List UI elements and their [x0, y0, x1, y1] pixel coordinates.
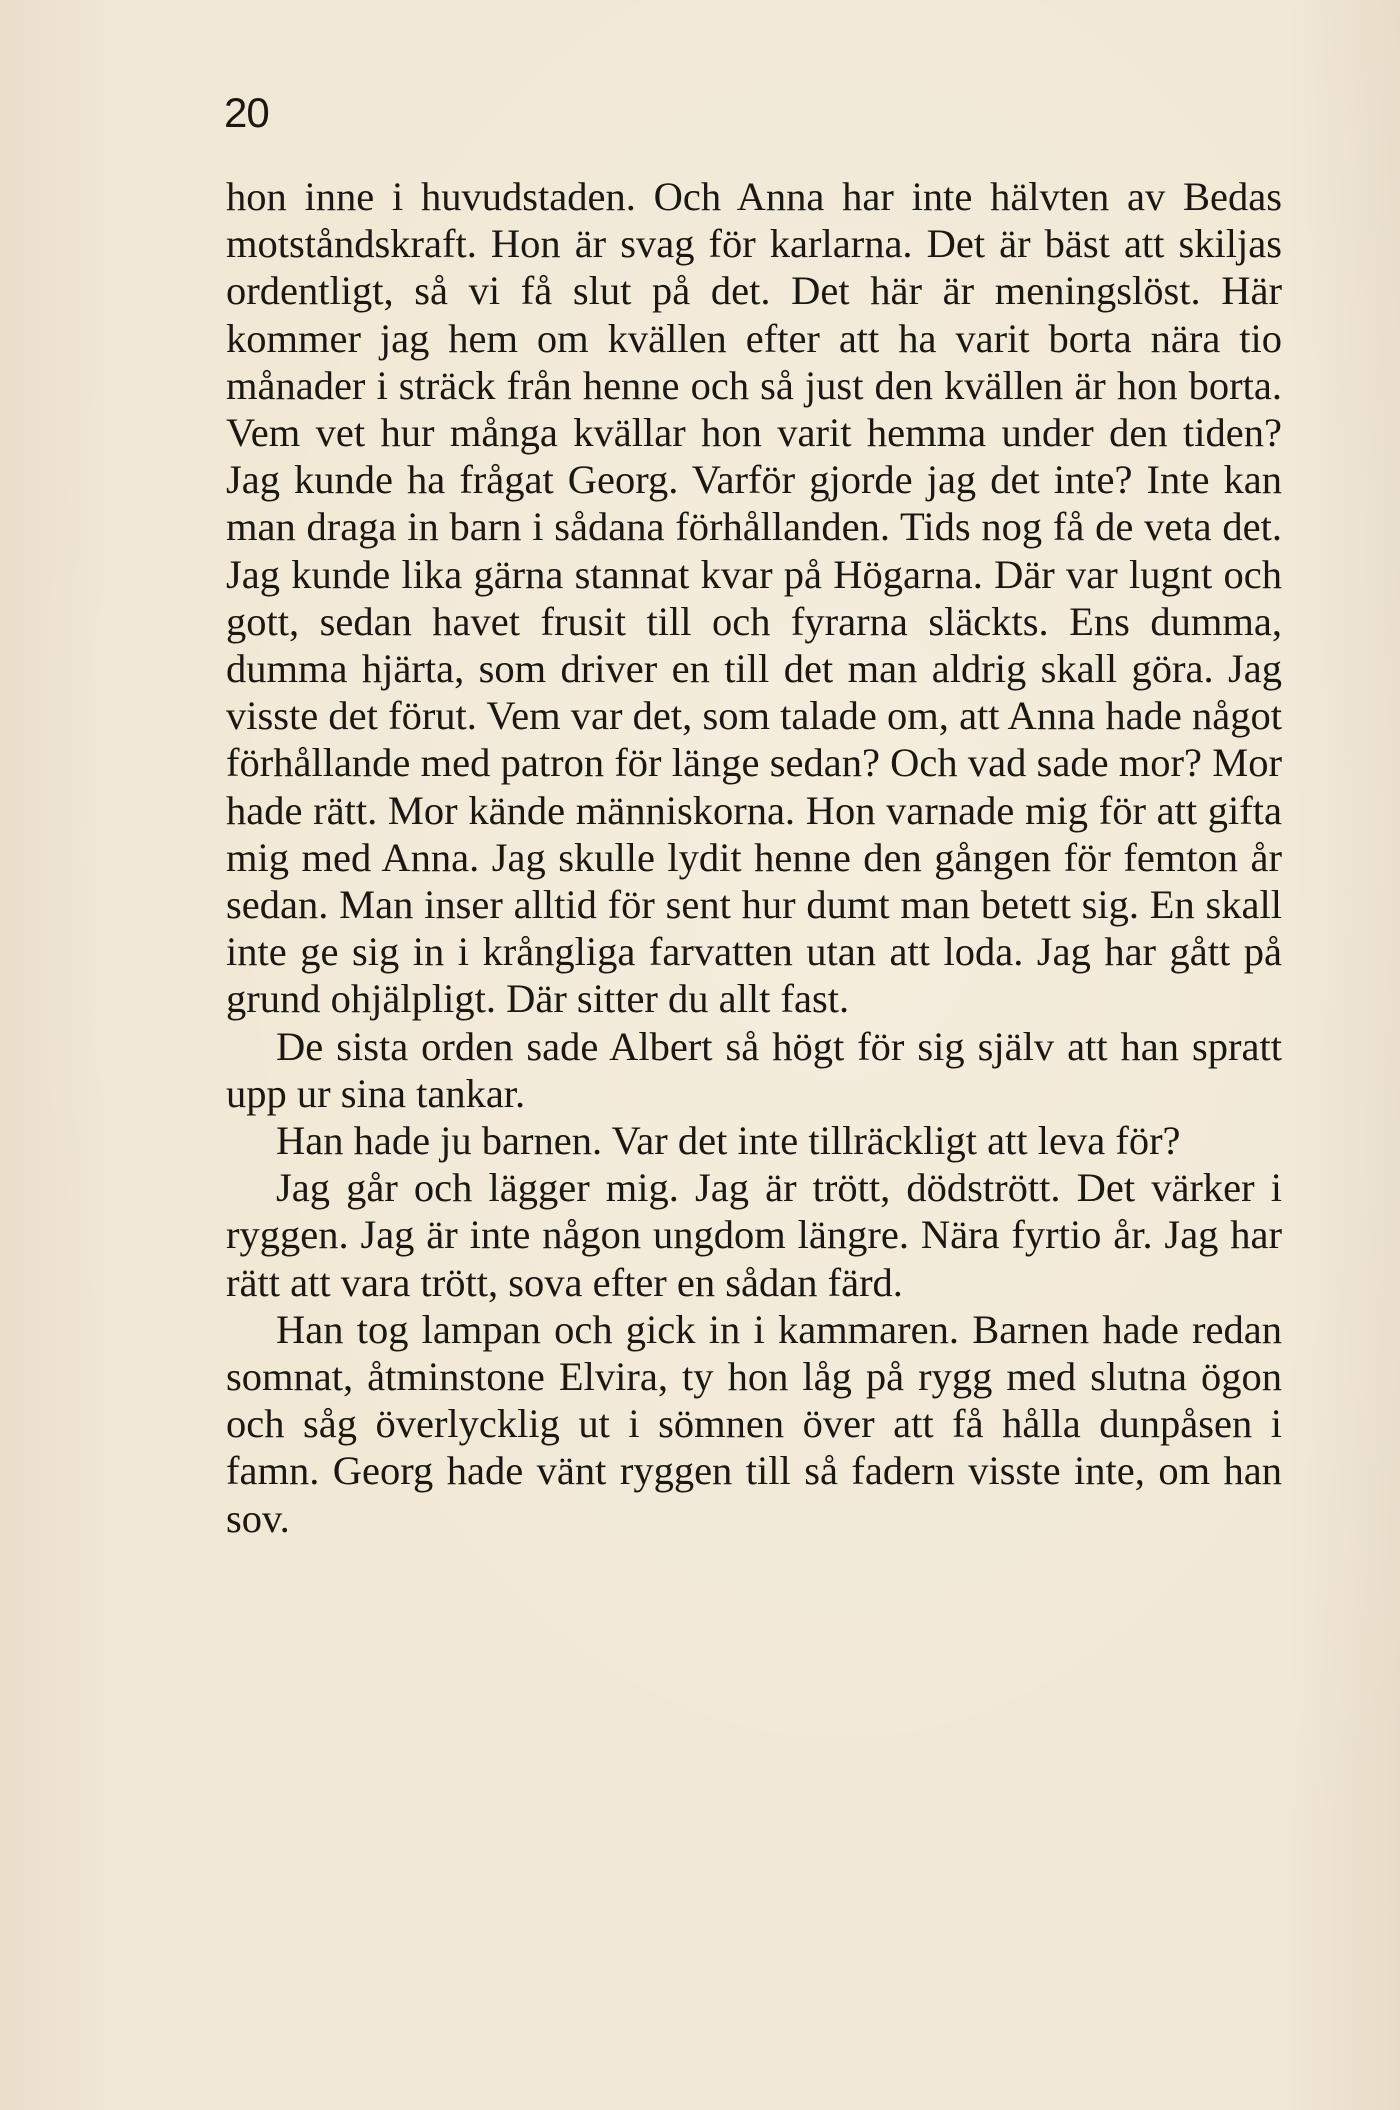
paragraph-5: Han tog lampan och gick in i kammaren. Barnen hade redan somnat, åtminstone Elvira, ty hon låg på rygg med slutna ögon och såg överlycklig ut i sömnen över att få hålla dunpåsen i famn. Georg hade vänt ryggen till så fadern visste inte, om han sov. — [226, 1306, 1282, 1541]
paragraph-1: hon inne i huvudstaden. Och Anna har inte hälvten av Bedas motståndskraft. Hon är svag för karlarna. Det är bäst att skiljas ordentligt, så vi få slut på det. Det här är meningslöst. Här kommer jag hem om kvällen efter att ha varit borta nära tio månader i sträck från henne och så just den kvällen är hon borta. Vem vet hur många kvällar hon varit hemma under den tiden? Jag kunde ha frågat Georg. Varför gjorde jag det inte? Inte kan man draga in barn i sådana förhållanden. Tids nog få de veta det. Jag kunde lika gärna stannat kvar på Högarna. Där var lugnt och gott, sedan havet frusit till och fyrarna släckts. Ens dumma, dumma hjärta, som driver en till det man aldrig skall göra. Jag visste det förut. Vem var det, som talade om, att Anna hade något förhållande med patron för länge sedan? Och vad sade mor? Mor hade rätt. Mor kände människorna. Hon varnade mig för att gifta mig med Anna. Jag skulle lydit henne den gången för femton år sedan. Man inser alltid för sent hur dumt man betett sig. En skall inte ge sig in i krångliga farvatten utan att loda. Jag har gått på grund ohjälpligt. Där sitter du allt fast. — [226, 174, 1282, 1022]
paragraph-2: De sista orden sade Albert så högt för sig själv att han spratt upp ur sina tankar. — [226, 1023, 1282, 1116]
body-text — [226, 173, 1282, 1542]
paragraph-3: Han hade ju barnen. Var det inte tillräckligt att leva för? — [276, 1118, 1181, 1164]
page-number: 20 — [224, 89, 269, 136]
paragraph-4: Jag går och lägger mig. Jag är trött, dödstrött. Det värker i ryggen. Jag är inte någon ungdom längre. Nära fyrtio år. Jag har rätt att vara trött, sova efter en sådan färd. — [226, 1165, 1282, 1305]
